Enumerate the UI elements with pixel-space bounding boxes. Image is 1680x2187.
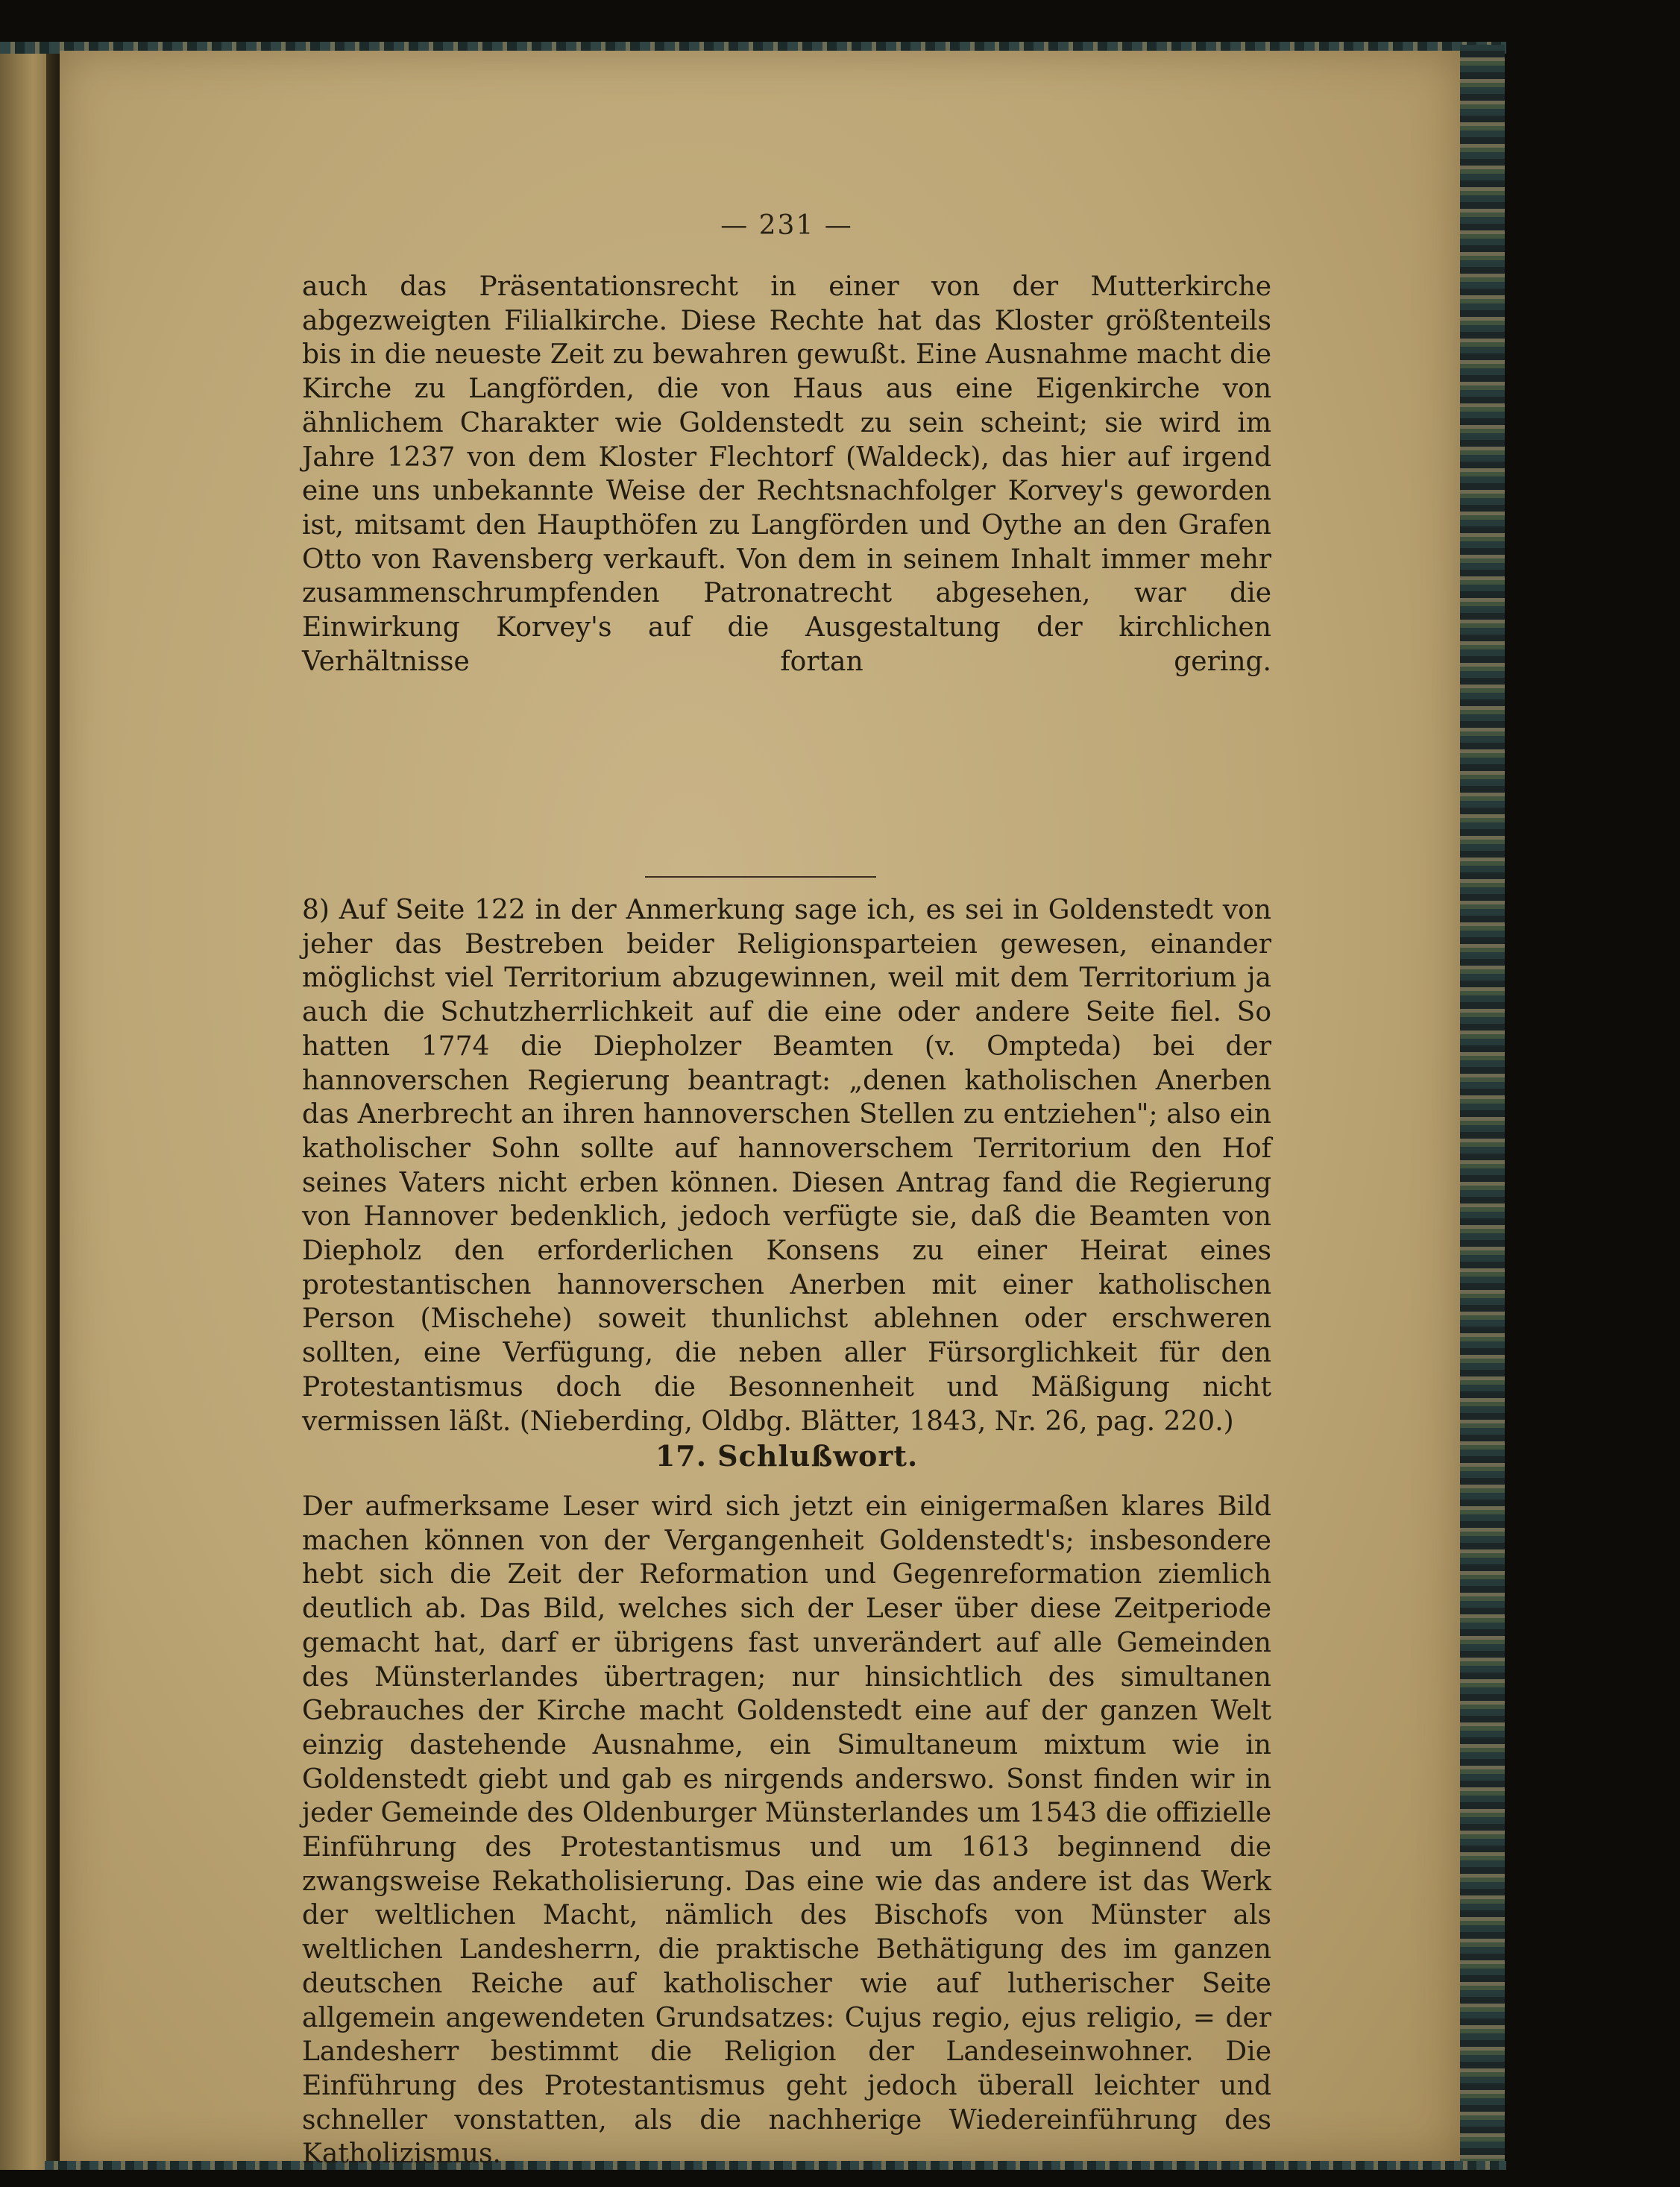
paragraph-conclusion: Der aufmerksame Leser wird sich jetzt ein einigermaßen klares Bild machen können von der Vergangenheit Goldenstedt's; insbesondere hebt sich die Zeit der Reformation und Gegenreformation ziemlich deutlich ab. Das Bild, welches sich der Leser über diese Zeitperiode gemacht hat, darf er übrigens fast unverändert auf alle Gemeinden des Münsterlandes übertragen; nur hinsichtlich des simultanen Gebrauches der Kirche macht Goldenstedt eine auf der ganzen Welt einzig dastehende Ausnahme, ein Simultaneum mixtum wie in Goldenstedt giebt und gab es nirgends anderswo. Sonst finden wir in jeder Gemeinde des Oldenburger Münsterlandes um 1543 die offizielle Einführung des Protestantismus und um 1613 beginnend die zwangsweise Rekatholisierung. Das eine wie das andere ist das Werk der weltlichen Macht, nämlich des Bischofs von Münster als weltlichen Landesherrn, die praktische Bethätigung des im ganzen deutschen Reiche auf katholischer wie auf lutherischer Seite allgemein angewendeten Grundsatzes: Cujus regio, ejus religio, = der Landesherr bestimmt die Religion der Landeseinwohner. Die Einführung des Protestantismus geht jedoch überall leichter und schneller vonstatten, als die nachherige Wiedereinführung des Katholizismus. xyxy=(302,1491,1271,2170)
separator-rule xyxy=(645,876,876,878)
book-cover-edge-right xyxy=(1460,45,1505,2170)
section-heading: 17. Schlußwort. xyxy=(655,1439,919,1473)
book-gutter xyxy=(46,52,60,2170)
page-number: — 231 — xyxy=(720,210,853,241)
paragraph-note-8: 8) Auf Seite 122 in der Anmerkung sage ich, es sei in Goldenstedt von jeher das Bestreben beider Religionsparteien gewesen, einander möglichst viel Territorium abzugewinnen, weil mit dem Territorium ja auch die Schutzherrlichkeit auf die eine oder andere Seite fiel. So hatten 1774 die Diepholzer Beamten (v. Ompteda) bei der hannoverschen Regierung beantragt: „denen katholischen Anerben das Anerbrecht an ihren hannoverschen Stellen zu entziehen"; also ein katholischer Sohn sollte auf hannoverschem Territorium den Hof seines Vaters nicht erben können. Diesen Antrag fand die Regierung von Hannover bedenklich, jedoch verfügte sie, daß die Beamten von Diepholz den erforderlichen Konsens zu einer Heirat eines protestantischen hannoverschen Anerben mit einer katholischen Person (Mischehe) soweit thunlichst ablehnen oder erschweren sollten, eine Verfügung, die neben aller Fürsorglichkeit für den Protestantismus doch die Besonnenheit und Mäßigung nicht vermissen läßt. (Nieberding, Oldbg. Blätter, 1843, Nr. 26, pag. 220.) xyxy=(302,895,1271,1437)
paragraph-patronage: auch das Präsentationsrecht in einer von der Mutterkirche abgezweigten Filialkirche. Diese Rechte hat das Kloster größtenteils bis in die neueste Zeit zu bewahren gewußt. Eine Ausnahme macht die Kirche zu Langförden, die von Haus aus eine Eigenkirche von ähnlichem Charakter wie Goldenstedt zu sein scheint; sie wird im Jahre 1237 von dem Kloster Flechtorf (Waldeck), das hier auf irgend eine uns unbekannte Weise der Rechtsnachfolger Korvey's geworden ist, mitsamt den Haupthöfen zu Langförden und Oythe an den Grafen Otto von Ravensberg verkauft. Von dem in seinem Inhalt immer mehr zusammenschrumpfenden Patronatrecht abgesehen, war die Einwirkung Korvey's auf die Ausgestaltung der kirchlichen Verhältnisse fortan gering. xyxy=(302,271,1271,677)
